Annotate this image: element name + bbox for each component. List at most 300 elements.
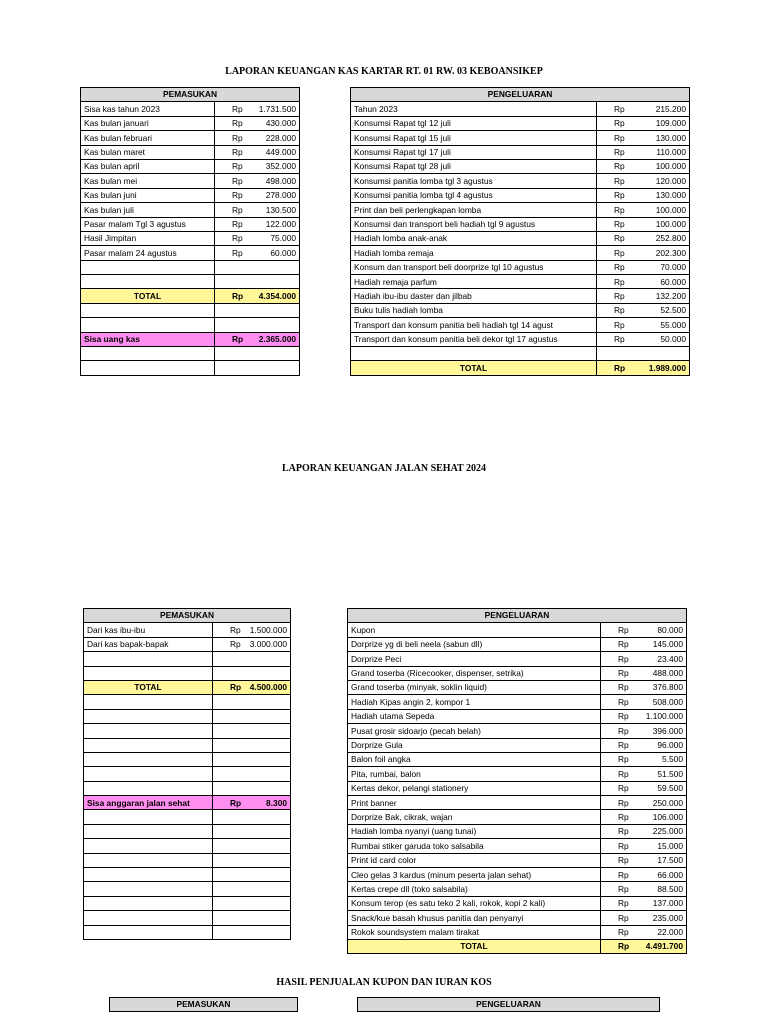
empty-cell — [215, 275, 300, 289]
blank-row — [351, 347, 690, 361]
blank-row — [84, 666, 291, 680]
table-row — [348, 724, 687, 738]
table-row — [348, 911, 687, 925]
row-label: Transport dan konsum panitia beli dekor tgl 17 agustus — [351, 332, 597, 346]
currency-label: Rp — [618, 941, 630, 952]
empty-cell — [84, 824, 213, 838]
remaining-row — [81, 332, 300, 346]
row-amount — [601, 652, 687, 666]
row-amount — [601, 637, 687, 651]
empty-cell — [213, 868, 291, 882]
amount-value: 80.000 — [657, 624, 683, 635]
table-row — [348, 810, 687, 824]
amount-value: 110.000 — [656, 147, 686, 158]
row-label: Print banner — [348, 796, 601, 810]
empty-cell — [81, 347, 215, 361]
amount-value: 23.400 — [657, 653, 683, 664]
table-row — [81, 116, 300, 130]
currency-label: Rp — [614, 290, 625, 301]
amount-value: 132.200 — [655, 290, 686, 301]
empty-cell — [213, 839, 291, 853]
row-label: Pita, rumbai, balon — [348, 767, 601, 781]
empty-cell — [84, 911, 213, 925]
empty-cell — [84, 882, 213, 896]
row-label: Print dan beli perlengkapan lomba — [351, 203, 597, 217]
row-amount — [597, 217, 690, 231]
amount-value: 145.000 — [652, 639, 683, 650]
table-row — [351, 159, 690, 173]
table-row — [81, 159, 300, 173]
table-row — [351, 332, 690, 346]
table-row — [351, 303, 690, 317]
table-row — [81, 131, 300, 145]
currency-label: Rp — [614, 132, 625, 143]
row-amount — [601, 868, 687, 882]
empty-cell — [215, 318, 300, 332]
blank-row — [84, 767, 291, 781]
empty-cell — [84, 752, 213, 766]
empty-cell — [84, 695, 213, 709]
row-amount — [597, 289, 690, 303]
table-row — [351, 131, 690, 145]
currency-label: Rp — [618, 754, 629, 765]
table-row — [84, 623, 291, 637]
table-row — [348, 695, 687, 709]
table-row — [348, 752, 687, 766]
table-row — [351, 275, 690, 289]
row-label: Tahun 2023 — [351, 102, 597, 116]
amount-value: 202.300 — [655, 247, 686, 258]
row-label: Konsumsi dan transport beli hadiah tgl 9 agustus — [351, 217, 597, 231]
empty-cell — [81, 361, 215, 375]
row-amount — [597, 303, 690, 317]
empty-cell — [213, 853, 291, 867]
currency-label: Rp — [232, 103, 243, 114]
empty-cell — [213, 911, 291, 925]
row-label: TOTAL — [351, 361, 597, 375]
amount-value: 100.000 — [655, 204, 686, 215]
empty-cell — [84, 781, 213, 795]
currency-label: Rp — [232, 219, 243, 229]
row-amount — [597, 203, 690, 217]
total-row — [84, 680, 291, 694]
row-amount — [597, 260, 690, 274]
currency-label: Rp — [618, 725, 629, 736]
table-row — [348, 796, 687, 810]
row-amount — [597, 246, 690, 260]
row-amount — [215, 231, 300, 245]
currency-label: Rp — [232, 190, 243, 201]
currency-label: Rp — [618, 783, 629, 794]
empty-cell — [213, 781, 291, 795]
currency-label: Rp — [614, 175, 625, 186]
currency-label: Rp — [618, 696, 629, 707]
empty-cell — [213, 652, 291, 666]
table-row — [348, 896, 687, 910]
empty-cell — [213, 896, 291, 910]
empty-cell — [215, 260, 300, 274]
table-row — [348, 839, 687, 853]
row-label: Dorprize Gula — [348, 738, 601, 752]
currency-label: Rp — [230, 639, 241, 650]
currency-label: Rp — [618, 624, 629, 635]
empty-cell — [215, 361, 300, 375]
empty-cell — [84, 666, 213, 680]
currency-label: Rp — [614, 118, 625, 129]
empty-cell — [213, 767, 291, 781]
row-label: Konsumsi Rapat tgl 15 juli — [351, 131, 597, 145]
row-amount — [601, 939, 687, 953]
currency-label: Rp — [232, 233, 243, 244]
row-label: Snack/kue basah khusus panitia dan penyanyi — [348, 911, 601, 925]
row-amount — [601, 925, 687, 939]
empty-cell — [213, 824, 291, 838]
amount-value: 106.000 — [652, 811, 683, 822]
currency-label: Rp — [614, 190, 625, 201]
amount-value: 52.500 — [660, 305, 686, 316]
table-row — [81, 217, 300, 231]
table-row — [81, 174, 300, 188]
table-row — [348, 738, 687, 752]
amount-value: 508.000 — [652, 696, 683, 707]
blank-row — [84, 724, 291, 738]
currency-label: Rp — [232, 147, 243, 158]
row-amount — [213, 796, 291, 810]
row-label: Dorprize Bak, cikrak, wajan — [348, 810, 601, 824]
empty-cell — [351, 347, 597, 361]
row-label: Kertas crepe dll (toko salsabila) — [348, 882, 601, 896]
row-amount — [601, 896, 687, 910]
row-label: Dorprize yg di beli neela (sabun dll) — [348, 637, 601, 651]
row-label: Sisa uang kas — [81, 332, 215, 346]
row-amount — [601, 911, 687, 925]
row-label: Dari kas ibu-ibu — [84, 623, 213, 637]
row-label: Konsumsi Rapat tgl 12 juli — [351, 116, 597, 130]
table-row — [351, 174, 690, 188]
currency-label: Rp — [618, 898, 629, 909]
amount-value: 130.500 — [265, 204, 297, 215]
section2-income-table — [83, 608, 291, 940]
amount-value: 51.500 — [657, 768, 683, 779]
currency-label: Rp — [614, 247, 625, 258]
blank-row — [84, 652, 291, 666]
blank-row — [84, 695, 291, 709]
section3-expense-table — [357, 997, 660, 1012]
row-label: Hadiah utama Sepeda — [348, 709, 601, 723]
row-amount — [601, 824, 687, 838]
currency-label: Rp — [614, 233, 625, 244]
row-label: TOTAL — [81, 289, 215, 303]
blank-row — [81, 361, 300, 375]
row-amount — [213, 637, 291, 651]
table-row — [351, 289, 690, 303]
row-label: Hadiah lomba nyanyi (uang tunai) — [348, 824, 601, 838]
amount-value: 430.000 — [265, 118, 297, 129]
section2-expense-header: PENGELUARAN — [348, 609, 687, 623]
row-amount — [215, 289, 300, 303]
row-label: Konsumsi panitia lomba tgl 3 agustus — [351, 174, 597, 188]
amount-value: 70.000 — [660, 262, 686, 273]
row-amount — [601, 666, 687, 680]
row-amount — [215, 332, 300, 346]
table-row — [348, 709, 687, 723]
row-label: Grand toserba (minyak, soklin liquid) — [348, 680, 601, 694]
blank-row — [84, 853, 291, 867]
amount-value: 55.000 — [660, 319, 686, 330]
row-label: Kas bulan maret — [81, 145, 215, 159]
section2-income-header: PEMASUKAN — [84, 609, 291, 623]
row-label: Kas bulan juni — [81, 188, 215, 202]
currency-label: Rp — [618, 883, 629, 894]
amount-value: 88.500 — [657, 883, 683, 894]
row-label: Print id card color — [348, 853, 601, 867]
blank-row — [84, 709, 291, 723]
empty-cell — [213, 666, 291, 680]
row-amount — [601, 724, 687, 738]
currency-label: Rp — [618, 682, 629, 693]
blank-row — [84, 882, 291, 896]
row-amount — [601, 767, 687, 781]
empty-cell — [84, 925, 213, 939]
currency-label: Rp — [232, 161, 243, 172]
row-label: Hadiah Kipas angin 2, kompor 1 — [348, 695, 601, 709]
table-row — [348, 868, 687, 882]
section3-title: HASIL PENJUALAN KUPON DAN IURAN KOS — [276, 977, 492, 988]
row-amount — [597, 361, 690, 375]
empty-cell — [84, 896, 213, 910]
table-row — [351, 260, 690, 274]
row-amount — [597, 332, 690, 346]
table-row — [351, 116, 690, 130]
amount-value: 215.200 — [655, 103, 686, 114]
table-row — [348, 666, 687, 680]
amount-value: 3.000.000 — [249, 639, 288, 650]
row-amount — [215, 174, 300, 188]
table-row — [348, 767, 687, 781]
currency-label: Rp — [614, 319, 625, 330]
table-row — [351, 231, 690, 245]
currency-label: Rp — [232, 204, 243, 215]
currency-label: Rp — [232, 290, 244, 301]
amount-value: 66.000 — [657, 869, 683, 880]
empty-cell — [84, 868, 213, 882]
empty-cell — [84, 839, 213, 853]
row-amount — [597, 131, 690, 145]
currency-label: Rp — [618, 639, 629, 650]
amount-value: 122.000 — [265, 219, 297, 229]
blank-row — [81, 260, 300, 274]
table-row — [348, 781, 687, 795]
table-row — [81, 102, 300, 116]
row-label: Sisa anggaran jalan sehat — [84, 796, 213, 810]
currency-label: Rp — [618, 927, 629, 938]
currency-label: Rp — [618, 811, 629, 822]
blank-row — [84, 911, 291, 925]
empty-cell — [213, 724, 291, 738]
total-row — [81, 289, 300, 303]
currency-label: Rp — [618, 653, 629, 664]
row-label: Cleo gelas 3 kardus (minum peserta jalan sehat) — [348, 868, 601, 882]
currency-label: Rp — [614, 219, 625, 229]
table-row — [351, 203, 690, 217]
row-label: Konsum dan transport beli doorprize tgl 10 agustus — [351, 260, 597, 274]
table-row — [81, 203, 300, 217]
section2-expense-table — [347, 608, 687, 954]
row-amount — [597, 116, 690, 130]
row-label: Pusat grosir sidoarjo (pecah belah) — [348, 724, 601, 738]
row-amount — [215, 246, 300, 260]
empty-cell — [81, 318, 215, 332]
blank-row — [84, 839, 291, 853]
amount-value: 352.000 — [265, 161, 297, 172]
empty-cell — [81, 275, 215, 289]
currency-label: Rp — [618, 826, 629, 837]
row-amount — [597, 188, 690, 202]
row-label: Kas bulan februari — [81, 131, 215, 145]
row-label: Konsum terop (es satu teko 2 kali, rokok, kopi 2 kali) — [348, 896, 601, 910]
section1-income-table — [80, 87, 300, 376]
empty-cell — [84, 810, 213, 824]
currency-label: Rp — [614, 147, 625, 158]
row-label: Konsumsi Rapat tgl 28 juli — [351, 159, 597, 173]
empty-cell — [213, 882, 291, 896]
currency-label: Rp — [618, 668, 629, 679]
row-label: Grand toserba (Ricecooker, dispenser, setrika) — [348, 666, 601, 680]
empty-cell — [213, 709, 291, 723]
row-amount — [601, 738, 687, 752]
section3-income-header: PEMASUKAN — [110, 998, 298, 1012]
row-amount — [215, 203, 300, 217]
table-row — [81, 188, 300, 202]
empty-cell — [213, 738, 291, 752]
row-amount — [597, 318, 690, 332]
row-label: Kupon — [348, 623, 601, 637]
row-amount — [601, 781, 687, 795]
currency-label: Rp — [230, 624, 241, 635]
currency-label: Rp — [618, 912, 629, 923]
row-amount — [597, 102, 690, 116]
amount-value: 60.000 — [270, 247, 297, 258]
row-label: Hadiah lomba remaja — [351, 246, 597, 260]
currency-label: Rp — [618, 855, 629, 866]
row-label: Pasar malam Tgl 3 agustus — [81, 217, 215, 231]
table-row — [348, 637, 687, 651]
amount-value: 100.000 — [655, 219, 686, 229]
row-label: Balon foil angka — [348, 752, 601, 766]
currency-label: Rp — [230, 797, 242, 808]
row-amount — [215, 188, 300, 202]
currency-label: Rp — [614, 262, 625, 273]
section1-title: LAPORAN KEUANGAN KAS KARTAR RT. 01 RW. 03 KEBOANSIKEP — [225, 66, 543, 77]
row-label: Kas bulan januari — [81, 116, 215, 130]
amount-value: 4.354.000 — [258, 290, 297, 301]
empty-cell — [84, 652, 213, 666]
row-amount — [597, 174, 690, 188]
currency-label: Rp — [232, 175, 243, 186]
empty-cell — [81, 260, 215, 274]
row-label: Konsumsi panitia lomba tgl 4 agustus — [351, 188, 597, 202]
amount-value: 250.000 — [652, 797, 683, 808]
section1-expense-table — [350, 87, 690, 376]
empty-cell — [213, 695, 291, 709]
currency-label: Rp — [618, 768, 629, 779]
row-amount — [215, 145, 300, 159]
row-amount — [597, 159, 690, 173]
row-amount — [601, 853, 687, 867]
currency-label: Rp — [618, 740, 629, 750]
row-amount — [601, 752, 687, 766]
row-amount — [601, 680, 687, 694]
table-row — [348, 824, 687, 838]
section3-expense-header: PENGELUARAN — [358, 998, 660, 1012]
row-amount — [601, 695, 687, 709]
row-label: Konsumsi Rapat tgl 17 juli — [351, 145, 597, 159]
amount-value: 4.500.000 — [249, 682, 288, 693]
section1-income-header: PEMASUKAN — [81, 88, 300, 102]
amount-value: 449.000 — [265, 147, 297, 158]
table-row — [351, 188, 690, 202]
currency-label: Rp — [230, 682, 242, 693]
amount-value: 120.000 — [655, 175, 686, 186]
empty-cell — [597, 347, 690, 361]
amount-value: 225.000 — [652, 826, 683, 837]
table-row — [351, 318, 690, 332]
blank-row — [84, 752, 291, 766]
table-row — [351, 102, 690, 116]
blank-row — [81, 347, 300, 361]
row-amount — [215, 159, 300, 173]
row-label: Dorprize Peci — [348, 652, 601, 666]
table-row — [348, 925, 687, 939]
table-row — [84, 637, 291, 651]
table-row — [348, 680, 687, 694]
table-row — [351, 145, 690, 159]
row-amount — [213, 623, 291, 637]
table-row — [348, 623, 687, 637]
row-amount — [213, 680, 291, 694]
empty-cell — [84, 724, 213, 738]
blank-row — [84, 781, 291, 795]
amount-value: 488.000 — [652, 668, 683, 679]
table-row — [81, 145, 300, 159]
table-row — [348, 882, 687, 896]
row-label: Hadiah lomba anak-anak — [351, 231, 597, 245]
currency-label: Rp — [614, 103, 625, 114]
table-row — [81, 246, 300, 260]
row-amount — [597, 231, 690, 245]
blank-row — [81, 303, 300, 317]
row-label: Buku tulis hadiah lomba — [351, 303, 597, 317]
empty-cell — [215, 347, 300, 361]
row-label: Kertas dekor, pelangi stationery — [348, 781, 601, 795]
blank-row — [84, 896, 291, 910]
empty-cell — [84, 738, 213, 752]
blank-row — [84, 738, 291, 752]
currency-label: Rp — [614, 161, 625, 172]
amount-value: 5.500 — [662, 754, 683, 765]
row-amount — [597, 145, 690, 159]
section1-expense-header: PENGELUARAN — [351, 88, 690, 102]
amount-value: 1.989.000 — [648, 362, 686, 373]
blank-row — [84, 824, 291, 838]
currency-label: Rp — [618, 797, 629, 808]
row-label: Sisa kas tahun 2023 — [81, 102, 215, 116]
empty-cell — [81, 303, 215, 317]
section2-title: LAPORAN KEUANGAN JALAN SEHAT 2024 — [281, 463, 487, 474]
blank-row — [81, 275, 300, 289]
table-row — [81, 231, 300, 245]
row-amount — [215, 116, 300, 130]
